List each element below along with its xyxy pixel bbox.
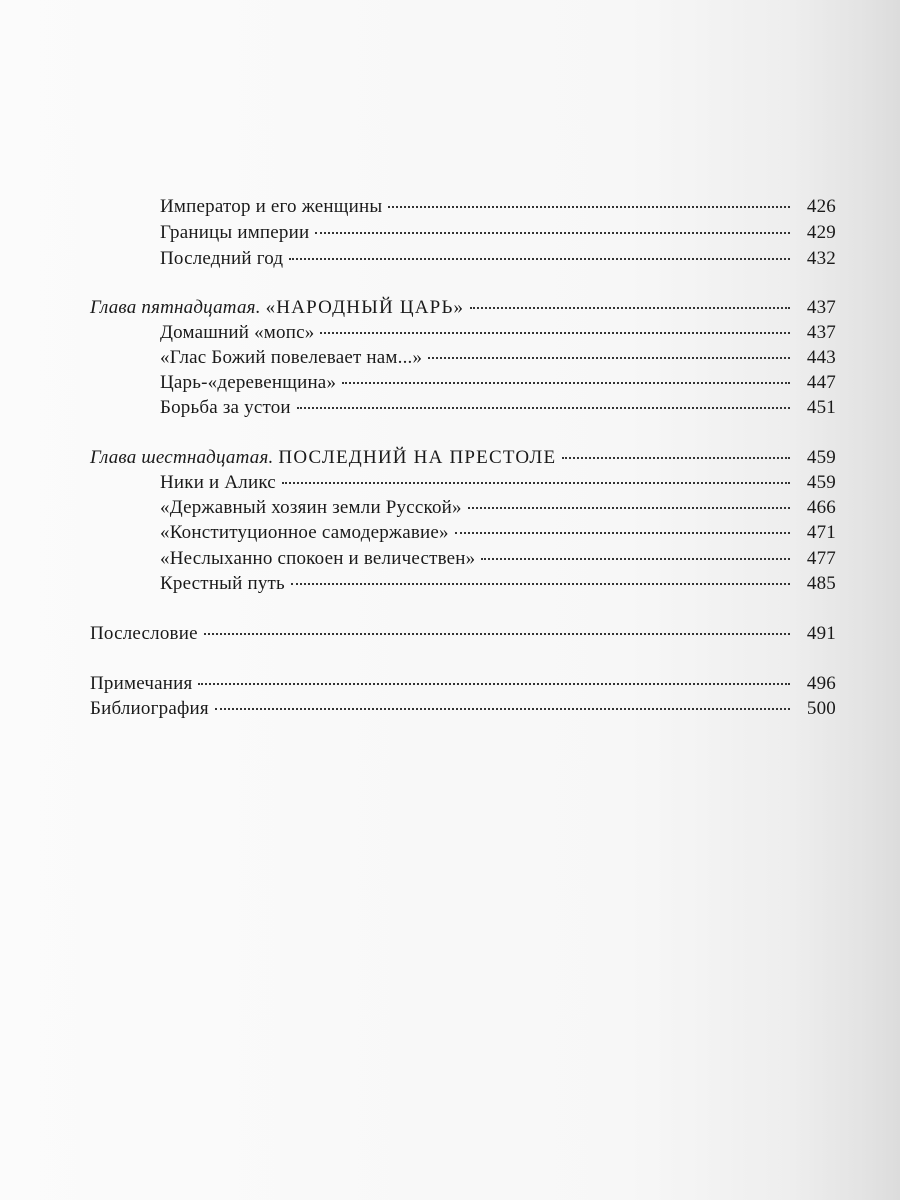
toc-entry: [160, 347, 836, 373]
entry-page-number: 429: [806, 222, 836, 243]
entry-title: Последний год: [160, 248, 284, 269]
toc-entry: [160, 573, 836, 599]
toc-entry: [160, 248, 836, 274]
dot-leader: [215, 708, 790, 710]
entry-title: «Державный хозяин земли Русской»: [160, 497, 462, 518]
dot-leader: [428, 357, 790, 359]
dot-leader: [470, 307, 790, 309]
dot-leader: [342, 382, 790, 384]
entry-page-number: 500: [806, 698, 836, 719]
toc-entry: [160, 548, 836, 574]
dot-leader: [198, 683, 790, 685]
chapter-name: «НАРОДНЫЙ ЦАРЬ»: [265, 297, 465, 318]
entry-title: «Конституционное самодержавие»: [160, 522, 449, 543]
entry-page-number: 471: [806, 522, 836, 543]
toc-entry: [160, 472, 836, 498]
toc-entry: [160, 372, 836, 398]
entry-page-number: 443: [806, 347, 836, 368]
dot-leader: [291, 583, 790, 585]
entry-title: Послесловие: [90, 623, 198, 644]
dot-leader: [455, 532, 790, 534]
entry-page-number: 432: [806, 248, 836, 269]
entry-title: Царь-«деревенщина»: [160, 372, 337, 393]
entry-title: Ники и Аликс: [160, 472, 276, 493]
dot-leader: [315, 232, 790, 234]
toc-entry: [160, 497, 836, 523]
entry-page-number: 437: [806, 322, 836, 343]
dot-leader: [320, 332, 790, 334]
entry-title: Границы империи: [160, 222, 310, 243]
entry-title: Примечания: [90, 673, 193, 694]
toc-chapter-heading: [90, 297, 836, 323]
entry-title: Домашний «мопс»: [160, 322, 315, 343]
chapter-name: ПОСЛЕДНИЙ НА ПРЕСТОЛЕ: [278, 447, 557, 468]
dot-leader: [468, 507, 790, 509]
chapter-prefix: Глава пятнадцатая.: [90, 297, 261, 318]
entry-title: Библиография: [90, 698, 209, 719]
entry-page-number: 477: [806, 548, 836, 569]
entry-title: «Неслыханно спокоен и величествен»: [160, 548, 476, 569]
entry-page-number: 459: [806, 447, 836, 468]
dot-leader: [289, 258, 790, 260]
toc-entry: [90, 673, 836, 699]
entry-page-number: 466: [806, 497, 836, 518]
entry-title: Крестный путь: [160, 573, 285, 594]
toc-entry: [160, 322, 836, 348]
entry-page-number: 437: [806, 297, 836, 318]
entry-title: «Глас Божий повелевает нам...»: [160, 347, 423, 368]
toc-entry: [160, 397, 836, 423]
entry-title: Борьба за устои: [160, 397, 291, 418]
entry-page-number: 491: [806, 623, 836, 644]
toc-entry: [160, 222, 836, 248]
dot-leader: [562, 457, 790, 459]
entry-page-number: 447: [806, 372, 836, 393]
toc-entry: [160, 196, 836, 222]
entry-page-number: 451: [806, 397, 836, 418]
toc-entry: [90, 698, 836, 724]
dot-leader: [388, 206, 790, 208]
chapter-title: [90, 297, 464, 319]
toc-chapter-heading: [90, 447, 836, 473]
entry-page-number: 459: [806, 472, 836, 493]
toc-entry: [90, 623, 836, 649]
chapter-title: [90, 447, 556, 469]
chapter-prefix: Глава шестнадцатая.: [90, 447, 274, 468]
entry-title: Император и его женщины: [160, 196, 383, 217]
dot-leader: [481, 558, 790, 560]
dot-leader: [204, 633, 790, 635]
dot-leader: [297, 407, 790, 409]
entry-page-number: 496: [806, 673, 836, 694]
dot-leader: [282, 482, 790, 484]
entry-page-number: 485: [806, 573, 836, 594]
entry-page-number: 426: [806, 196, 836, 217]
toc-entry: [160, 522, 836, 548]
